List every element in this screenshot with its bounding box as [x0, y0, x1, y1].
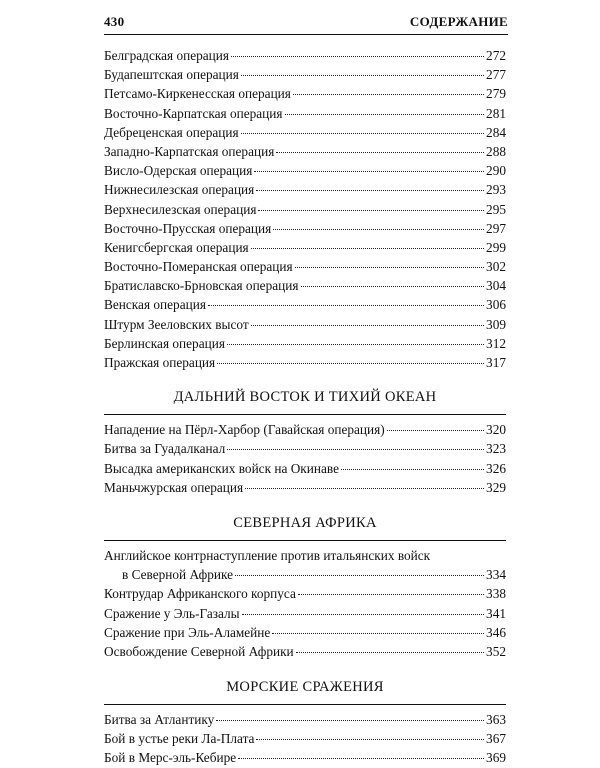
- entry-page: 312: [486, 335, 506, 351]
- dot-leader: [258, 210, 484, 211]
- toc-entry: [104, 439, 506, 458]
- toc-entry: [104, 623, 506, 642]
- section-gap: [104, 497, 506, 514]
- dot-leader: [238, 758, 484, 759]
- toc-entry: [104, 710, 506, 729]
- dot-leader: [276, 152, 484, 153]
- entry-page: 369: [486, 750, 506, 766]
- entry-page: 293: [486, 182, 506, 198]
- entry-title: Освобождение Северной Африки: [104, 643, 294, 659]
- entry-title: Битва за Гуадалканал: [104, 441, 226, 457]
- toc-list-naval-battles: [104, 710, 506, 768]
- dot-leader: [295, 267, 484, 268]
- dot-leader: [301, 286, 485, 287]
- section-heading: СЕВЕРНАЯ АФРИКА: [233, 514, 377, 531]
- entry-page: 367: [486, 731, 506, 747]
- entry-title: Пражская операция: [104, 355, 216, 370]
- toc-entry: [104, 748, 506, 767]
- entry-title-continuation-line: [104, 565, 506, 584]
- entry-title: Высадка американских войск на Окинаве: [104, 460, 340, 476]
- toc-entry: [104, 161, 506, 180]
- entry-title: Венская операция: [104, 297, 206, 313]
- toc-entry: [104, 200, 506, 219]
- entry-page: 317: [486, 355, 506, 370]
- dot-leader: [216, 720, 484, 721]
- dot-leader: [296, 652, 484, 653]
- dot-leader: [256, 190, 484, 191]
- entry-title: Дебреценская операция: [104, 124, 239, 140]
- entry-title: Штурм Зееловских высот: [104, 316, 249, 332]
- entry-page: 309: [486, 316, 506, 332]
- entry-title: Английское контрнаступление против итальянских войск: [104, 547, 431, 563]
- dot-leader: [341, 469, 484, 470]
- toc-entry: [104, 729, 506, 748]
- entry-page: 334: [486, 567, 506, 583]
- section-divider: [104, 414, 506, 415]
- section-divider: [104, 704, 506, 705]
- dot-leader: [241, 75, 484, 76]
- entry-title: Братиславско-Брновская операция: [104, 278, 299, 294]
- entry-page: 295: [486, 201, 506, 217]
- entry-title: Висло-Одерская операция: [104, 163, 253, 179]
- entry-title: Верхнесилезская операция: [104, 201, 257, 217]
- dot-leader: [245, 488, 484, 489]
- entry-title: Восточно-Карпатская операция: [104, 105, 283, 121]
- entry-title: Кенигсбергская операция: [104, 239, 249, 255]
- entry-page: 281: [486, 105, 506, 121]
- entry-title: Маньчжурская операция: [104, 479, 244, 495]
- entry-page: 338: [486, 586, 506, 602]
- dot-leader: [254, 171, 484, 172]
- page-number: 430: [104, 14, 125, 29]
- toc-entry: [104, 65, 506, 84]
- dot-leader: [235, 575, 484, 576]
- toc-entry: [104, 334, 506, 353]
- section-divider: [104, 540, 506, 541]
- toc-entry: [104, 180, 506, 199]
- entry-title: Битва за Атлантику: [104, 712, 215, 728]
- dot-leader: [273, 229, 484, 230]
- toc-entry: [104, 459, 506, 478]
- toc-entry: [104, 84, 506, 103]
- toc-entry: [104, 219, 506, 238]
- dot-leader: [272, 633, 484, 634]
- dot-leader: [241, 133, 484, 134]
- toc-entry: [104, 295, 506, 314]
- dot-leader: [217, 363, 484, 364]
- toc-entry: [104, 584, 506, 603]
- toc-entry: [104, 142, 506, 161]
- entry-page: 279: [486, 86, 506, 102]
- section-gap: [104, 372, 506, 388]
- section-heading: ДАЛЬНИЙ ВОСТОК И ТИХИЙ ОКЕАН: [173, 389, 437, 406]
- dot-leader: [231, 56, 484, 57]
- toc-list-top: [104, 46, 506, 372]
- entry-page: 299: [486, 239, 506, 255]
- entry-page: 306: [486, 297, 506, 313]
- entry-title: Берлинская операция: [104, 335, 225, 351]
- toc-list-far-east: [104, 420, 506, 497]
- running-title: СОДЕРЖАНИЕ: [409, 14, 508, 29]
- entry-title: Восточно-Померанская операция: [104, 259, 293, 275]
- entry-title: Петсамо-Киркенесская операция: [104, 86, 291, 102]
- toc-entry: [104, 46, 506, 65]
- dot-leader: [298, 594, 484, 595]
- dot-leader: [387, 430, 484, 431]
- dot-leader: [251, 325, 484, 326]
- dot-leader: [242, 614, 484, 615]
- dot-leader: [227, 449, 484, 450]
- entry-title: Нижнесилезская операция: [104, 182, 255, 198]
- toc-entry: [104, 353, 506, 372]
- toc-entry: [104, 276, 506, 295]
- entry-title: Бой в устье реки Ла-Плата: [104, 731, 255, 747]
- toc-entry: [104, 104, 506, 123]
- entry-page: 304: [486, 278, 506, 294]
- dot-leader: [208, 305, 484, 306]
- entry-page: 352: [486, 643, 506, 659]
- entry-title: Восточно-Прусская операция: [104, 220, 272, 236]
- toc-entry: [104, 315, 506, 334]
- toc-entry: [104, 546, 506, 584]
- toc-list-north-africa: [104, 546, 506, 661]
- entry-page: 272: [486, 48, 506, 63]
- entry-page: 277: [486, 67, 506, 83]
- toc-entry: [104, 123, 506, 142]
- dot-leader: [256, 739, 484, 740]
- toc-entry: [104, 642, 506, 661]
- entry-page: 329: [486, 479, 506, 495]
- running-head: [104, 14, 508, 35]
- entry-page: 284: [486, 124, 506, 140]
- entry-page: 363: [486, 712, 506, 728]
- toc-content: [104, 46, 506, 768]
- entry-page: 323: [486, 441, 506, 457]
- entry-page: 290: [486, 163, 506, 179]
- entry-page: 341: [486, 605, 506, 621]
- entry-title: Белградская операция: [104, 48, 230, 63]
- entry-page: 320: [486, 422, 506, 438]
- toc-entry: [104, 478, 506, 497]
- entry-page: 346: [486, 624, 506, 640]
- toc-entry: [104, 420, 506, 439]
- entry-page: 302: [486, 259, 506, 275]
- dot-leader: [293, 94, 484, 95]
- entry-page: 297: [486, 220, 506, 236]
- entry-title: Контрудар Африканского корпуса: [104, 586, 296, 602]
- entry-title: Западно-Карпатская операция: [104, 143, 275, 159]
- entry-page: 326: [486, 460, 506, 476]
- entry-title: Сражение у Эль-Газалы: [104, 605, 240, 621]
- section-gap: [104, 661, 506, 678]
- entry-page: 288: [486, 143, 506, 159]
- entry-title: Бой в Мерс-эль-Кебире: [104, 750, 237, 766]
- dot-leader: [285, 114, 485, 115]
- dot-leader: [227, 344, 484, 345]
- entry-title: Будапештская операция: [104, 67, 239, 83]
- entry-title: Сражение при Эль-Аламейне: [104, 624, 271, 640]
- entry-title-continuation: в Северной Африке: [122, 567, 233, 583]
- dot-leader: [251, 248, 484, 249]
- toc-entry: [104, 238, 506, 257]
- toc-entry: [104, 604, 506, 623]
- toc-entry: [104, 257, 506, 276]
- section-heading: МОРСКИЕ СРАЖЕНИЯ: [226, 679, 384, 696]
- entry-title: Нападение на Пёрл-Харбор (Гавайская операция): [104, 422, 385, 438]
